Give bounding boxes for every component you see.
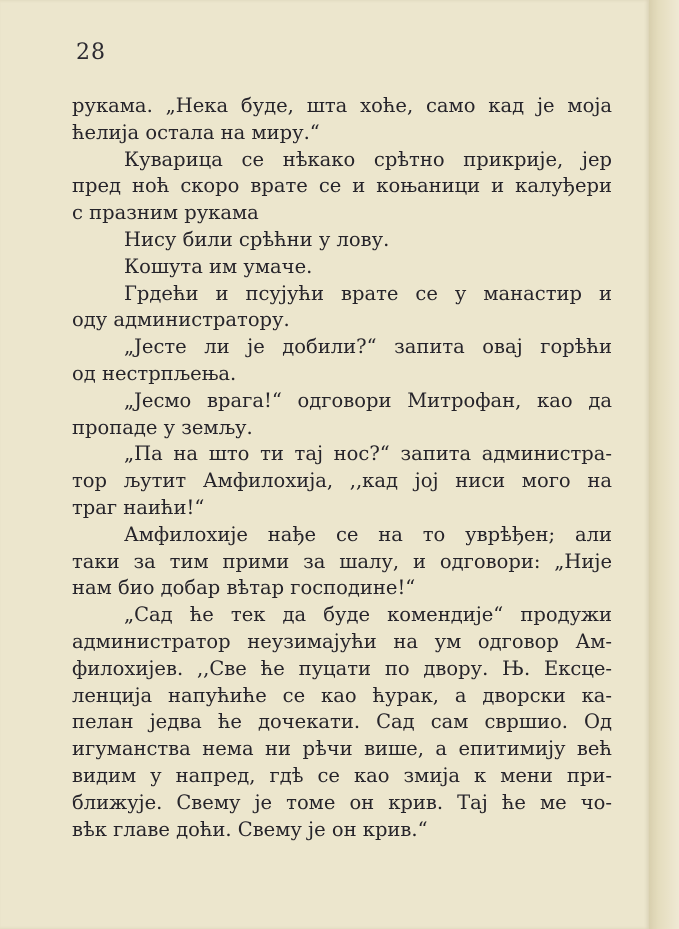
text-line: „Јесте ли је добили?“ запита овај горѣћи — [124, 335, 612, 359]
text-line: игуманства нема ни рѣчи више, а епитимију већ — [72, 737, 612, 761]
text-line: администратор неузимајући на ум одговор Ам- — [72, 629, 612, 653]
text-line: „Па на што ти тај нос?“ запита администра- — [124, 442, 612, 466]
text-line: оду администратору. — [72, 308, 290, 332]
text-line: нам био добар вѣтар господине!“ — [72, 576, 416, 600]
text-line: таки за тим прими за шалу, и одговори: „Није — [72, 549, 612, 573]
text-line: ближује. Свему је томе он крив. Тај ће ме чо- — [72, 790, 612, 814]
text-line: од нестрпљења. — [72, 361, 237, 385]
page-number: 28 — [76, 40, 106, 65]
text-line: пред ноћ скоро врате се и коњаници и калуђери — [72, 174, 612, 198]
text-line: Грдећи и псујући врате се у манастир и — [124, 281, 612, 305]
text-line: „Јесмо врага!“ одговори Митрофан, као да — [124, 388, 612, 412]
text-line: траг наићи!“ — [72, 495, 205, 519]
text-line: с празним рукама — [72, 201, 259, 225]
text-line: Амфилохије нађе се на то уврѣђен; али — [124, 522, 612, 546]
text-line: тор љутит Амфилохија, ,,кад јој ниси мого на — [72, 469, 612, 493]
text-line: ћелија остала на миру.“ — [72, 120, 320, 144]
text-line: Куварица се нѣкако срѣтно прикрије, јер — [124, 147, 612, 171]
text-line: Кошута им умаче. — [124, 254, 313, 278]
text-line: ленција напућиће се као ћурак, а дворски ка- — [72, 683, 612, 707]
text-line: рукама. „Нека буде, шта хоће, само кад је моја — [72, 94, 612, 117]
text-line: пропаде у земљу. — [72, 415, 253, 439]
text-line: пелан једва ће дочекати. Сад сам свршио. Од — [72, 710, 612, 734]
text-line: „Сад ће тек да буде комендије“ продужи — [124, 603, 612, 627]
text-line: вѣк главе доћи. Свему је он крив.“ — [72, 817, 428, 841]
body-text — [72, 93, 612, 843]
text-line: Нису били срѣћни у лову. — [124, 227, 390, 251]
text-line: филохијев. ,,Све ће пуцати по двору. Њ. Ексце- — [72, 656, 612, 680]
page-spine-edge — [649, 0, 679, 929]
text-line: видим у напред, гдѣ се као змија к мени при- — [72, 763, 612, 787]
